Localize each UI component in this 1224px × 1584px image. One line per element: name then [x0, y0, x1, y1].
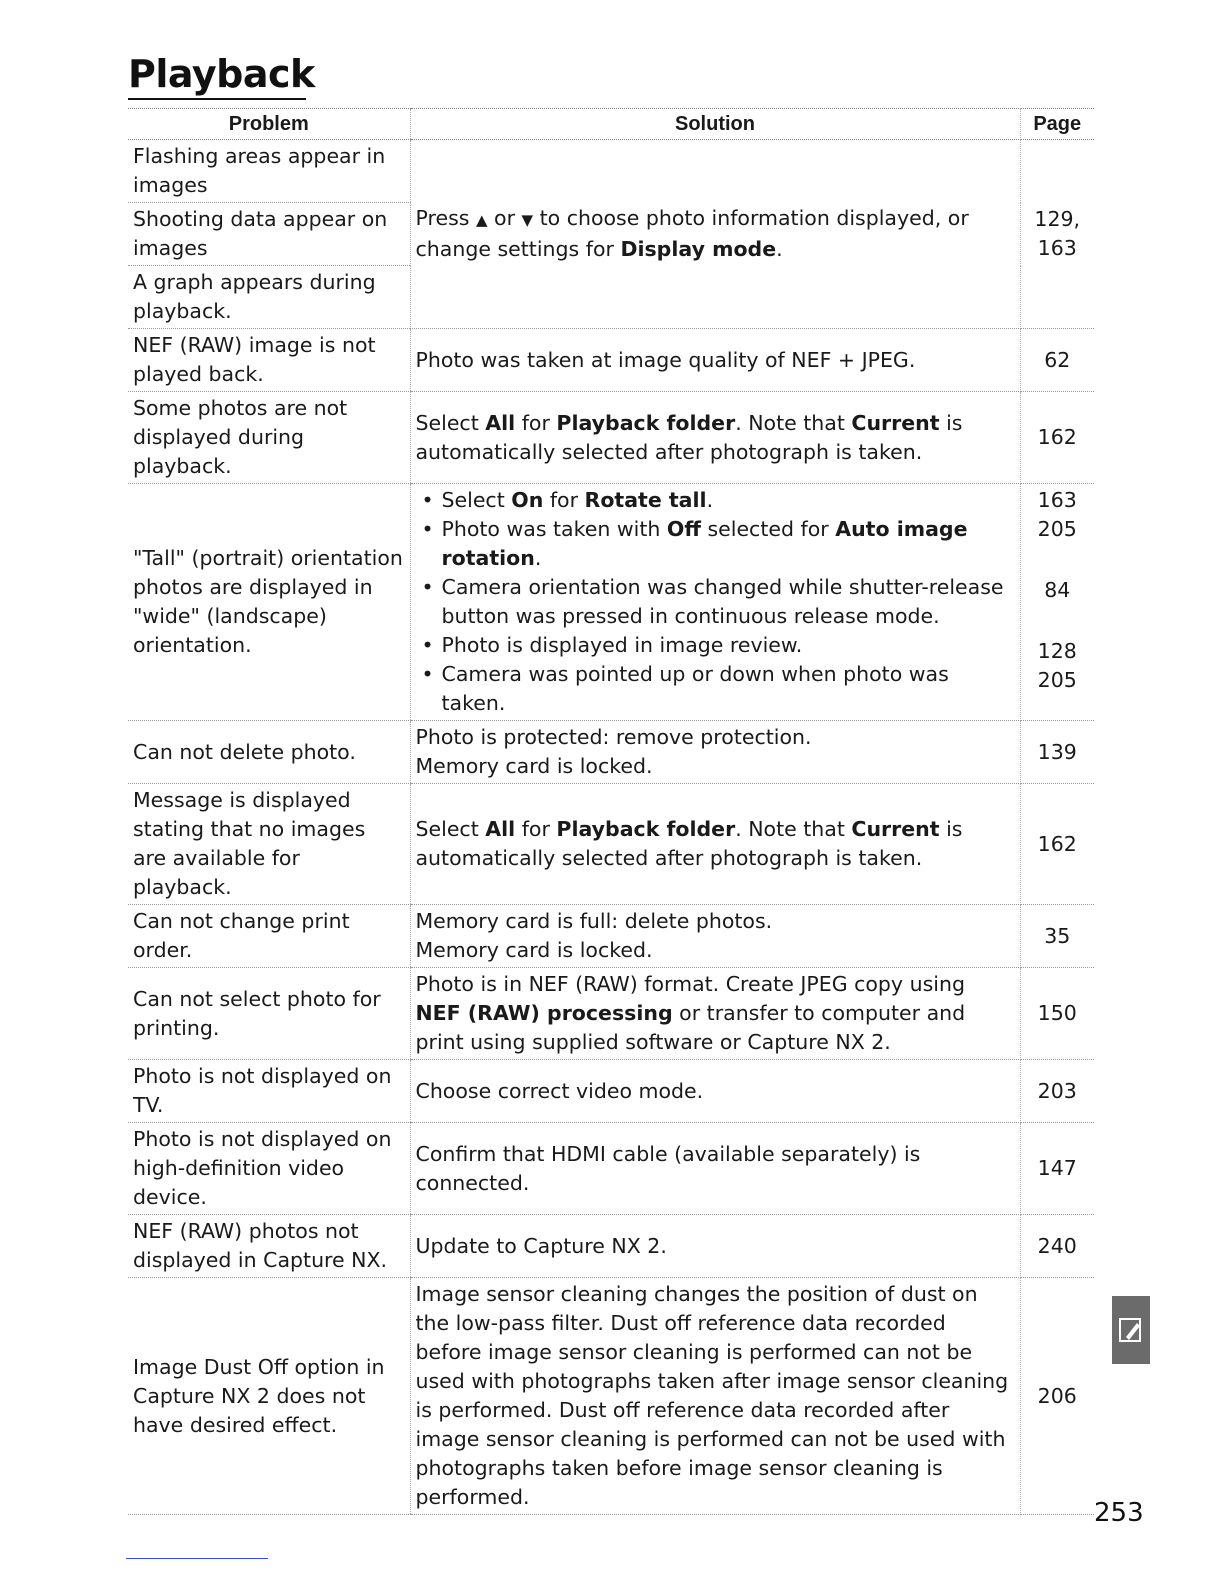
title-underline [128, 98, 306, 100]
page-ref-spacer [1026, 544, 1090, 576]
solution-cell: Photo was taken at image quality of NEF + JPEG. [410, 329, 1020, 392]
table-row [128, 721, 1094, 784]
problem-cell: Can not delete photo. [128, 721, 410, 784]
problem-cell: Photo is not displayed on TV. [128, 1060, 410, 1123]
page-cell [1020, 140, 1094, 329]
page-cell: 62 [1020, 329, 1094, 392]
page-cell: 206 [1020, 1278, 1094, 1515]
header-page: Page [1020, 109, 1094, 140]
solution-cell: Image sensor cleaning changes the position of dust on the low-pass filter. Dust off reference data recorded before image sensor cleaning is performed can not be used with photographs taken after image sensor cleaning is performed. Dust off reference data recorded after image sensor cleaning is performed can not be used with photographs taken before image sensor cleaning is performed. [410, 1278, 1020, 1515]
troubleshooting-table [128, 108, 1094, 1515]
page-cell: 203 [1020, 1060, 1094, 1123]
solution-cell: Confirm that HDMI cable (available separately) is connected. [410, 1123, 1020, 1215]
section-tab [1112, 1296, 1150, 1364]
page-ref: 163 [1037, 236, 1077, 260]
problem-cell: NEF (RAW) image is not played back. [128, 329, 410, 392]
list-item: • Camera orientation was changed while shutter-release button was pressed in continuous release mode. [416, 573, 1015, 631]
list-item: • Photo was taken with Off selected for Auto image rotation. [416, 515, 1015, 573]
bottom-link-underline [126, 1558, 268, 1559]
page-ref: 84 [1044, 578, 1071, 602]
solution-cell: Photo is protected: remove protection. Memory card is locked. [410, 721, 1020, 784]
solution-cell: Photo is in NEF (RAW) format. Create JPEG copy using NEF (RAW) processing or transfer to computer and print using supplied software or Capture NX 2. [410, 968, 1020, 1060]
table-row [128, 968, 1094, 1060]
table-row [128, 140, 1094, 203]
list-item: • Select On for Rotate tall. [416, 486, 1015, 515]
page-cell: 147 [1020, 1123, 1094, 1215]
table-row [128, 1123, 1094, 1215]
problem-cell: Can not select photo for printing. [128, 968, 410, 1060]
solution-cell: Select All for Playback folder. Note that Current is automatically selected after photograph is taken. [410, 784, 1020, 905]
table-row [128, 329, 1094, 392]
page-ref: 163 [1037, 488, 1077, 512]
page-number: 253 [1094, 1498, 1144, 1528]
list-item: • Camera was pointed up or down when photo was taken. [416, 660, 1015, 718]
solution-cell: Select All for Playback folder. Note that Current is automatically selected after photograph is taken. [410, 392, 1020, 484]
table-row [128, 1278, 1094, 1515]
problem-cell: Some photos are not displayed during playback. [128, 392, 410, 484]
table-row [128, 1060, 1094, 1123]
solution-cell: Memory card is full: delete photos. Memory card is locked. [410, 905, 1020, 968]
header-problem: Problem [128, 109, 410, 140]
up-arrow-icon: ▲ [475, 211, 488, 229]
page-cell: 139 [1020, 721, 1094, 784]
problem-cell: Message is displayed stating that no images are available for playback. [128, 784, 410, 905]
solution-cell: Update to Capture NX 2. [410, 1215, 1020, 1278]
solution-bullet-list [416, 486, 1015, 718]
problem-cell: NEF (RAW) photos not displayed in Capture NX. [128, 1215, 410, 1278]
page-cell: 240 [1020, 1215, 1094, 1278]
page-ref: 205 [1037, 517, 1077, 541]
problem-cell: A graph appears during playback. [128, 266, 410, 329]
page-cell: 35 [1020, 905, 1094, 968]
page-title: Playback [128, 52, 315, 96]
page-ref: 129, [1034, 207, 1081, 231]
down-arrow-icon: ▼ [521, 211, 534, 229]
page-cell: 150 [1020, 968, 1094, 1060]
problem-cell: Flashing areas appear in images [128, 140, 410, 203]
list-item: • Photo is displayed in image review. [416, 631, 1015, 660]
page-cell: 162 [1020, 392, 1094, 484]
header-solution: Solution [410, 109, 1020, 140]
problem-cell: Photo is not displayed on high-definition video device. [128, 1123, 410, 1215]
problem-cell: Image Dust Off option in Capture NX 2 does not have desired effect. [128, 1278, 410, 1515]
page-ref: 205 [1037, 668, 1077, 692]
solution-cell: Press ▲ or ▼ to choose photo information displayed, or change settings for Display mode. [410, 140, 1020, 329]
page-cell: 162 [1020, 784, 1094, 905]
pencil-tab-icon [1118, 1315, 1144, 1345]
table-row [128, 484, 1094, 721]
table-row [128, 392, 1094, 484]
solution-cell [410, 484, 1020, 721]
header-row [128, 109, 1094, 140]
table-row [128, 784, 1094, 905]
solution-cell: Choose correct video mode. [410, 1060, 1020, 1123]
problem-cell: "Tall" (portrait) orientation photos are displayed in "wide" (landscape) orientation. [128, 484, 410, 721]
page-ref: 128 [1037, 639, 1077, 663]
page-ref-spacer [1026, 605, 1090, 637]
table-row [128, 905, 1094, 968]
table-row [128, 1215, 1094, 1278]
problem-cell: Can not change print order. [128, 905, 410, 968]
problem-cell: Shooting data appear on images [128, 203, 410, 266]
page-cell [1020, 484, 1094, 721]
